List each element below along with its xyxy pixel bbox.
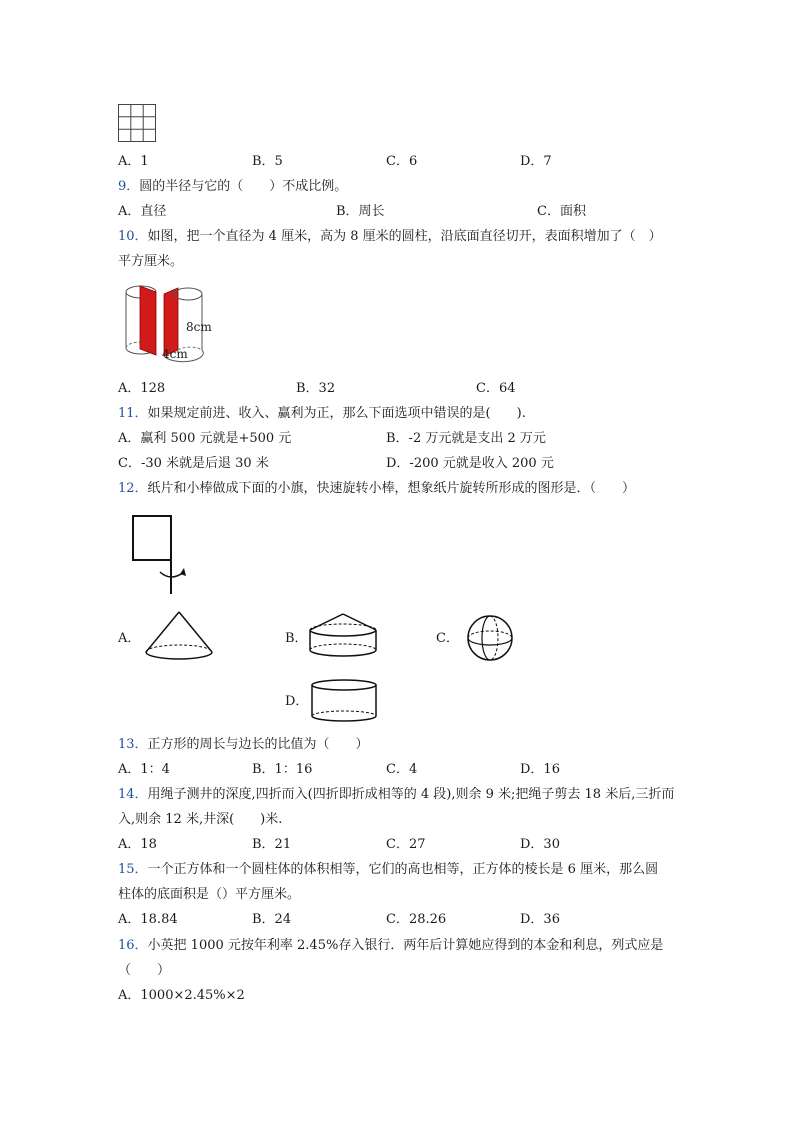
q10-number: 10． (118, 229, 148, 244)
q12-question (118, 480, 635, 498)
q12-option-c-label: C． (436, 631, 459, 646)
q15-question-line2: 柱体的底面积是（）平方厘米。 (118, 887, 301, 902)
q16-question (118, 937, 663, 955)
cone-on-cylinder-shape-icon (308, 612, 378, 662)
q14-option-c: C．27 (386, 837, 426, 852)
q12-text: 纸片和小棒做成下面的小旗，快速旋转小棒，想象纸片旋转所形成的图形是．（ ） (147, 481, 636, 496)
q9-question (118, 178, 347, 196)
q13-option-c: C．4 (386, 762, 418, 777)
q11-option-a: A．赢利 500 元就是+500 元 (118, 431, 292, 446)
q15-option-c: C．28.26 (386, 912, 447, 927)
q13-option-b: B．1：16 (252, 762, 313, 777)
q12-option-b-label: B． (285, 631, 308, 646)
q10-diameter-label: 4cm (162, 347, 188, 361)
q11-text: 如果规定前进、收入、赢利为正，那么下面选项中错误的是( ). (147, 406, 526, 421)
q12-option-d-label: D． (285, 694, 309, 709)
cone-shape-icon (144, 610, 214, 662)
cylinder-shape-icon (310, 678, 378, 726)
q14-option-a: A．18 (118, 837, 157, 852)
q12-option-a-label: A． (118, 631, 141, 646)
q13-option-a: A．1：4 (118, 762, 170, 777)
q13-question (118, 736, 369, 754)
q8-option-a: A．1 (118, 154, 149, 169)
q9-option-a: A．直径 (118, 204, 167, 219)
q10-question-line2: 平方厘米。 (118, 254, 184, 269)
q9-number: 9． (118, 179, 140, 194)
sphere-shape-icon (466, 614, 514, 662)
q9-option-c: C．面积 (537, 204, 586, 219)
q10-option-b: B．32 (296, 381, 336, 396)
q14-question (118, 786, 674, 804)
q10-option-a: A．128 (118, 381, 166, 396)
q16-text-line1: 小英把 1000 元按年利率 2.45%存入银行．两年后计算她应得到的本金和利息，列式应是 (147, 938, 664, 953)
q14-question-line2: 入,则余 12 米,井深( )米. (118, 812, 283, 827)
q8-option-d: D．7 (520, 154, 552, 169)
q14-option-b: B．21 (252, 837, 292, 852)
q10-text-line1: 如图，把一个直径为 4 厘米，高为 8 厘米的圆柱，沿底面直径切开，表面积增加了（ ） (147, 229, 662, 244)
q11-question (118, 405, 526, 423)
q14-number: 14． (118, 787, 148, 802)
q13-number: 13． (118, 737, 148, 752)
q10-option-c: C．64 (476, 381, 516, 396)
q13-option-d: D．16 (520, 762, 560, 777)
q15-option-a: A．18.84 (118, 912, 178, 927)
q14-text-line1: 用绳子测井的深度,四折而入(四折即折成相等的 4 段),则余 9 米;把绳子剪去 18 米后,三折而 (147, 787, 675, 802)
q11-option-c: C．-30 米就是后退 30 米 (118, 456, 269, 471)
q15-option-b: B．24 (252, 912, 292, 927)
q12-number: 12． (118, 481, 148, 496)
q15-option-d: D．36 (520, 912, 560, 927)
q16-question-line2: （ ） (118, 963, 171, 978)
q9-option-b: B．周长 (336, 204, 385, 219)
q10-height-label: 8cm (186, 320, 212, 334)
q16-option-a: A．1000×2.45%×2 (118, 988, 245, 1003)
q11-number: 11． (118, 406, 148, 421)
q11-option-b: B．-2 万元就是支出 2 万元 (386, 431, 546, 446)
q15-number: 15． (118, 862, 148, 877)
q15-text-line1: 一个正方体和一个圆柱体的体积相等，它们的高也相等，正方体的棱长是 6 厘米，那么圆 (147, 862, 659, 877)
left-cut-face (140, 286, 156, 355)
q11-option-d: D．-200 元就是收入 200 元 (386, 456, 554, 471)
q13-text: 正方形的周长与边长的比值为（ ） (147, 737, 369, 752)
q15-question (118, 861, 658, 879)
flag-figure (128, 514, 192, 596)
q8-option-b: B．5 (252, 154, 283, 169)
grid-figure (118, 104, 156, 142)
q8-option-c: C．6 (386, 154, 418, 169)
q14-option-d: D．30 (520, 837, 560, 852)
q16-number: 16． (118, 938, 148, 953)
q9-text: 圆的半径与它的（ ）不成比例。 (139, 179, 348, 194)
q10-question (118, 228, 662, 246)
